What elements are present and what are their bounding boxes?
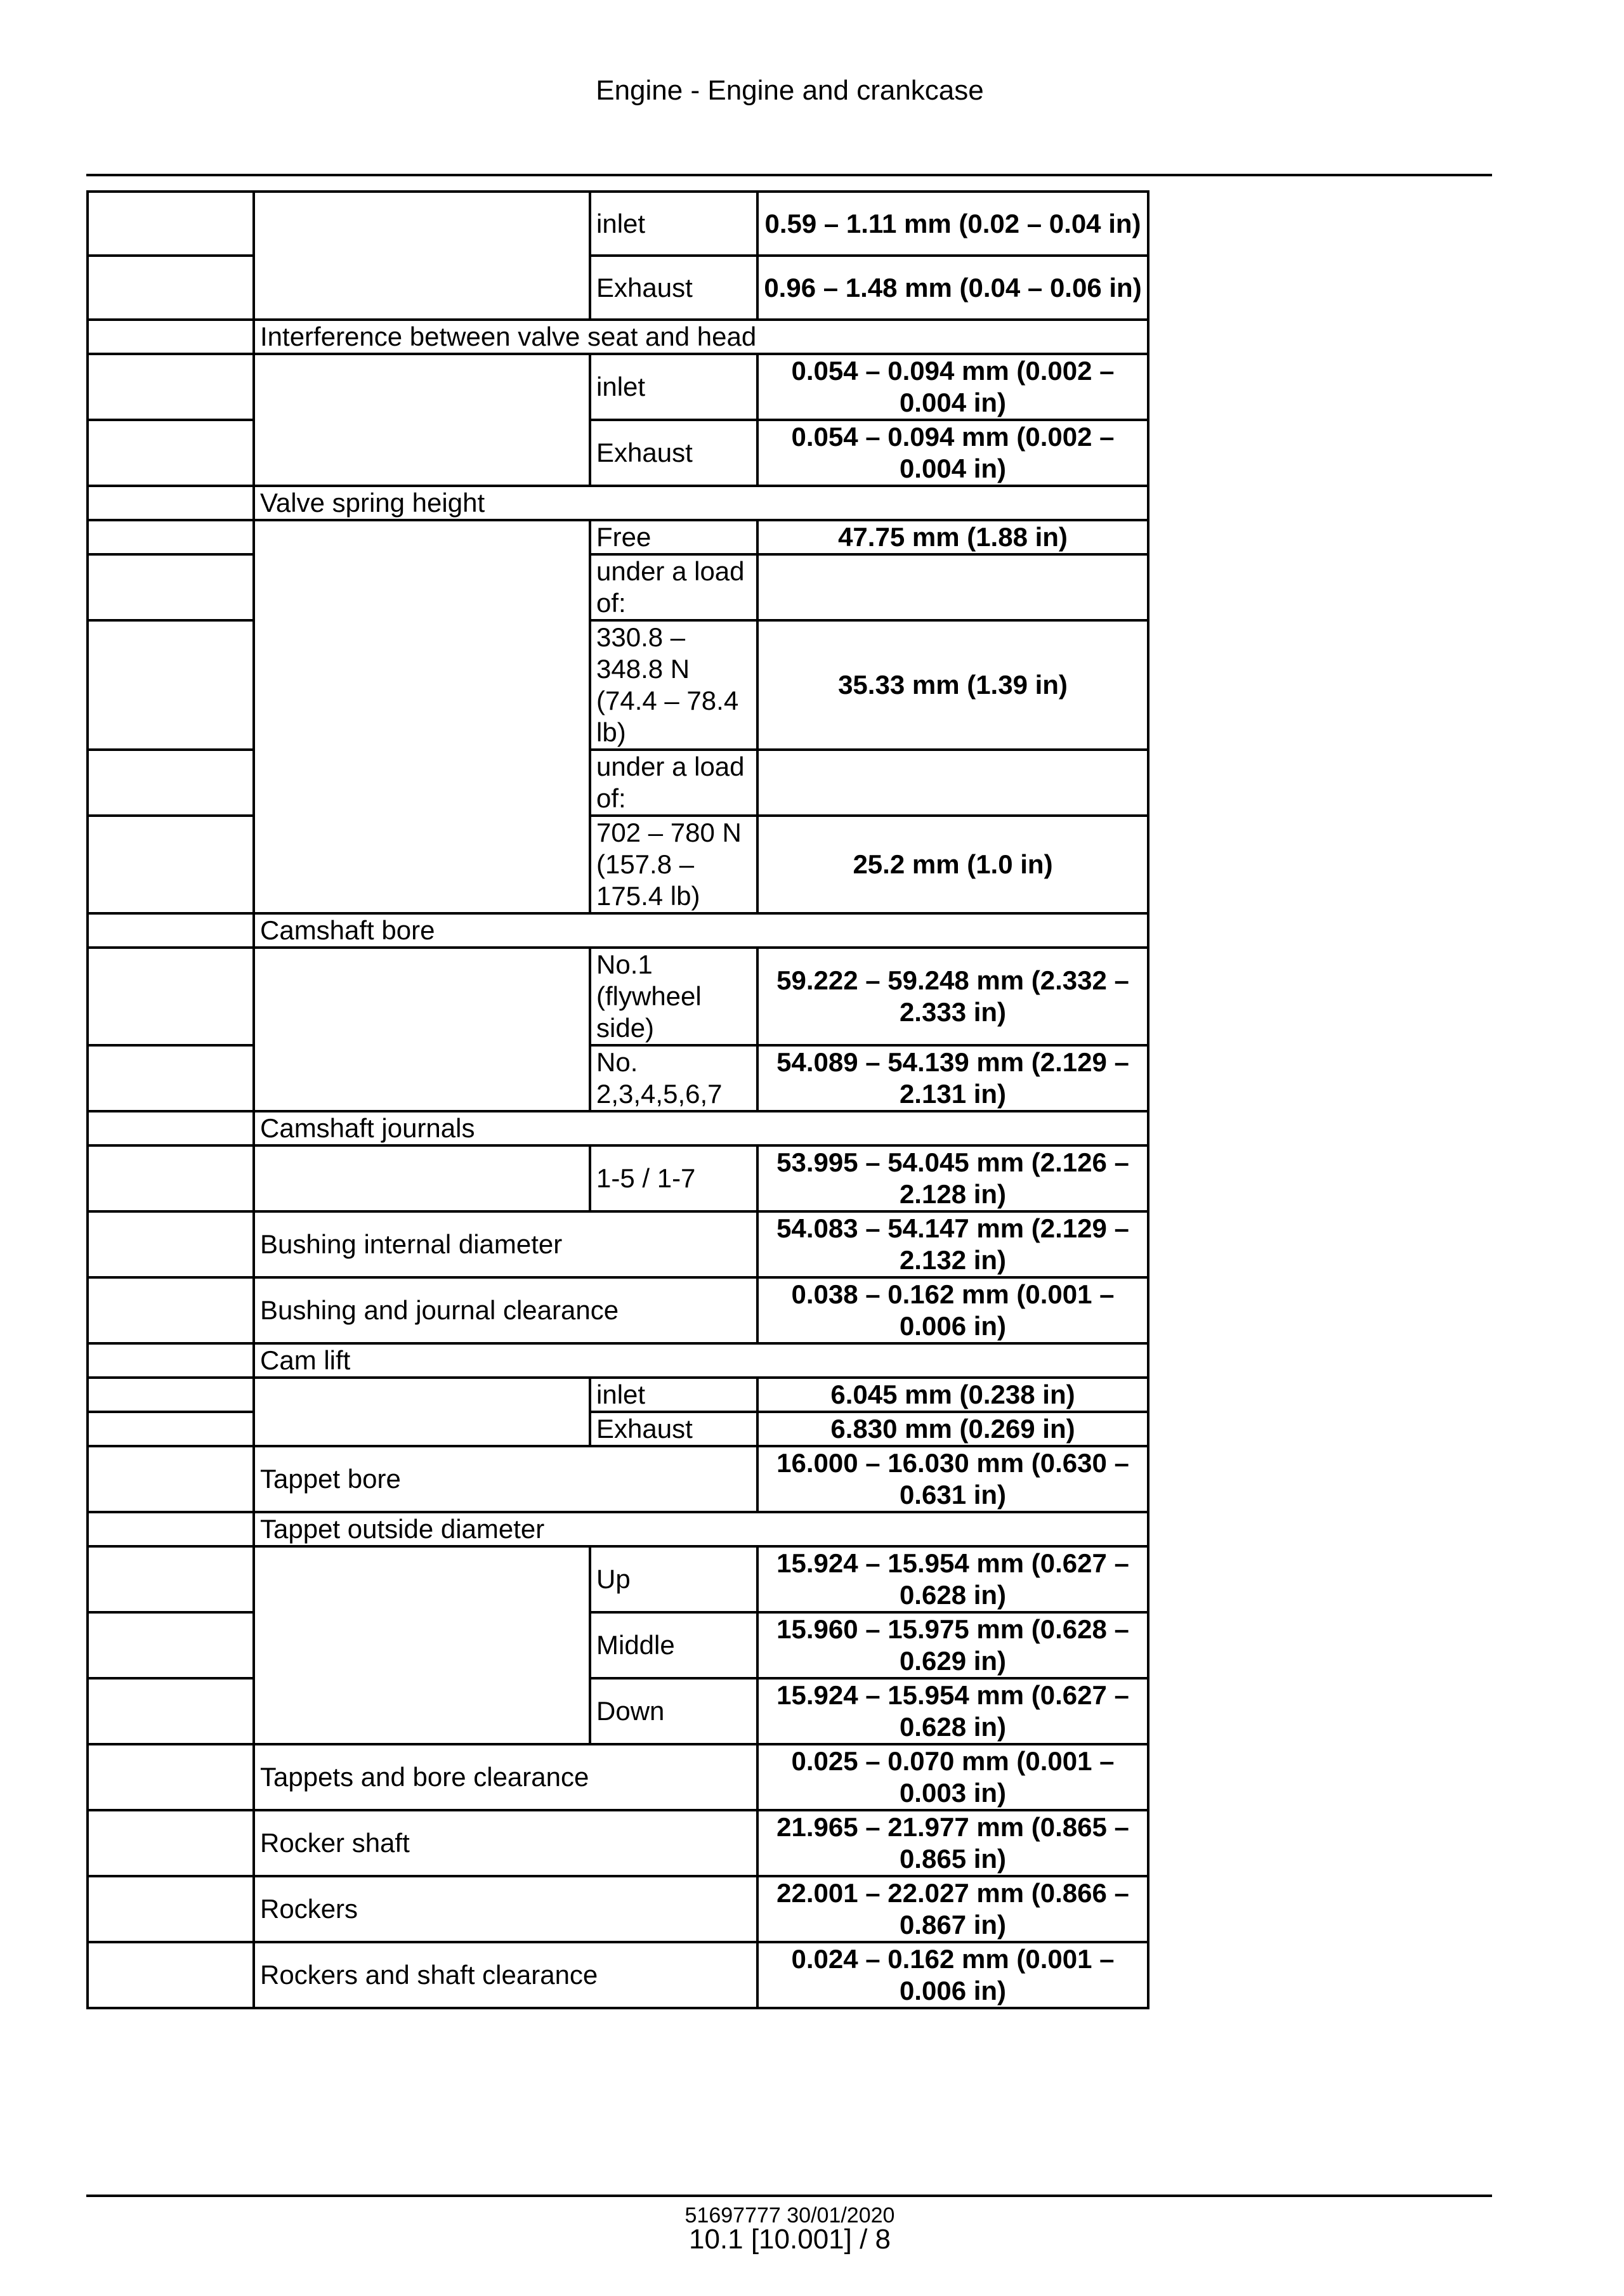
value-cell: 0.054 – 0.094 mm (0.002 – 0.004 in) bbox=[757, 420, 1148, 486]
page-number: 10.1 [10.001] / 8 bbox=[688, 2224, 891, 2255]
value-cell: 0.038 – 0.162 mm (0.001 – 0.006 in) bbox=[757, 1277, 1148, 1343]
empty-cell bbox=[88, 520, 254, 554]
value-cell: 15.960 – 15.975 mm (0.628 – 0.629 in) bbox=[757, 1612, 1148, 1678]
value-cell: 21.965 – 21.977 mm (0.865 – 0.865 in) bbox=[757, 1810, 1148, 1876]
empty-cell bbox=[254, 1378, 590, 1446]
table-row bbox=[88, 1277, 1148, 1343]
value-cell: 54.083 – 54.147 mm (2.129 – 2.132 in) bbox=[757, 1211, 1148, 1277]
empty-value-cell bbox=[757, 750, 1148, 816]
empty-cell bbox=[88, 486, 254, 520]
table-row bbox=[88, 1378, 1148, 1412]
label-cell: Bushing internal diameter bbox=[254, 1211, 757, 1277]
empty-cell bbox=[88, 1446, 254, 1512]
table-row bbox=[88, 1446, 1148, 1512]
value-cell: 15.924 – 15.954 mm (0.627 – 0.628 in) bbox=[757, 1678, 1148, 1744]
empty-cell bbox=[88, 750, 254, 816]
empty-cell bbox=[88, 1211, 254, 1277]
sub-label-cell: 1-5 / 1-7 bbox=[590, 1145, 757, 1211]
table-row bbox=[88, 750, 1148, 816]
table-row bbox=[88, 1111, 1148, 1145]
table-row bbox=[88, 1145, 1148, 1211]
table-row bbox=[88, 486, 1148, 520]
table-row bbox=[88, 192, 1148, 256]
empty-cell bbox=[88, 913, 254, 948]
section-label-cell: Cam lift bbox=[254, 1343, 1148, 1378]
table-row bbox=[88, 420, 1148, 486]
table-row bbox=[88, 913, 1148, 948]
value-cell: 0.59 – 1.11 mm (0.02 – 0.04 in) bbox=[757, 192, 1148, 256]
table-row bbox=[88, 1942, 1148, 2008]
label-cell: Tappet bore bbox=[254, 1446, 757, 1512]
table-row bbox=[88, 554, 1148, 620]
empty-cell bbox=[88, 420, 254, 486]
empty-cell bbox=[254, 1145, 590, 1211]
value-cell: 54.089 – 54.139 mm (2.129 – 2.131 in) bbox=[757, 1045, 1148, 1111]
label-cell: Rockers and shaft clearance bbox=[254, 1942, 757, 2008]
empty-cell bbox=[254, 192, 590, 320]
value-cell: 35.33 mm (1.39 in) bbox=[757, 620, 1148, 750]
empty-cell bbox=[88, 1145, 254, 1211]
table-row bbox=[88, 620, 1148, 750]
section-label-cell: Tappet outside diameter bbox=[254, 1512, 1148, 1546]
sub-label-cell: inlet bbox=[590, 354, 757, 420]
table-row bbox=[88, 520, 1148, 554]
sub-label-cell: 702 – 780 N (157.8 – 175.4 lb) bbox=[590, 816, 757, 913]
sub-label-cell: 330.8 – 348.8 N (74.4 – 78.4 lb) bbox=[590, 620, 757, 750]
value-cell: 15.924 – 15.954 mm (0.627 – 0.628 in) bbox=[757, 1546, 1148, 1612]
table-row bbox=[88, 816, 1148, 913]
value-cell: 22.001 – 22.027 mm (0.866 – 0.867 in) bbox=[757, 1876, 1148, 1942]
table-row bbox=[88, 1744, 1148, 1810]
empty-cell bbox=[88, 1343, 254, 1378]
section-label-cell: Camshaft bore bbox=[254, 913, 1148, 948]
sub-label-cell: Up bbox=[590, 1546, 757, 1612]
empty-cell bbox=[88, 1378, 254, 1412]
sub-label-cell: inlet bbox=[590, 1378, 757, 1412]
sub-label-cell: Middle bbox=[590, 1612, 757, 1678]
empty-cell bbox=[254, 948, 590, 1111]
section-label-cell: Valve spring height bbox=[254, 486, 1148, 520]
value-cell: 0.024 – 0.162 mm (0.001 – 0.006 in) bbox=[757, 1942, 1148, 2008]
empty-cell bbox=[88, 1412, 254, 1446]
empty-cell bbox=[88, 1546, 254, 1612]
label-cell: Tappets and bore clearance bbox=[254, 1744, 757, 1810]
section-label-cell: Interference between valve seat and head bbox=[254, 320, 1148, 354]
empty-cell bbox=[88, 1612, 254, 1678]
value-cell: 53.995 – 54.045 mm (2.126 – 2.128 in) bbox=[757, 1145, 1148, 1211]
empty-cell bbox=[88, 1744, 254, 1810]
empty-cell bbox=[88, 192, 254, 256]
value-cell: 6.830 mm (0.269 in) bbox=[757, 1412, 1148, 1446]
section-label-cell: Camshaft journals bbox=[254, 1111, 1148, 1145]
empty-cell bbox=[254, 520, 590, 913]
value-cell: 16.000 – 16.030 mm (0.630 – 0.631 in) bbox=[757, 1446, 1148, 1512]
empty-cell bbox=[88, 1876, 254, 1942]
header-divider bbox=[86, 174, 1492, 176]
table-row bbox=[88, 256, 1148, 320]
empty-cell bbox=[254, 1546, 590, 1744]
spec-table bbox=[86, 190, 1149, 2009]
empty-cell bbox=[88, 816, 254, 913]
empty-cell bbox=[88, 256, 254, 320]
value-cell: 0.054 – 0.094 mm (0.002 – 0.004 in) bbox=[757, 354, 1148, 420]
sub-label-cell: No. 2,3,4,5,6,7 bbox=[590, 1045, 757, 1111]
empty-cell bbox=[88, 1942, 254, 2008]
empty-cell bbox=[88, 620, 254, 750]
empty-cell bbox=[88, 1277, 254, 1343]
empty-cell bbox=[88, 320, 254, 354]
sub-label-cell: inlet bbox=[590, 192, 757, 256]
table-row bbox=[88, 1412, 1148, 1446]
table-row bbox=[88, 1343, 1148, 1378]
sub-label-cell: Exhaust bbox=[590, 1412, 757, 1446]
value-cell: 47.75 mm (1.88 in) bbox=[757, 520, 1148, 554]
table-row bbox=[88, 1045, 1148, 1111]
empty-cell bbox=[88, 354, 254, 420]
empty-cell bbox=[88, 1111, 254, 1145]
empty-cell bbox=[88, 1045, 254, 1111]
value-cell: 0.025 – 0.070 mm (0.001 – 0.003 in) bbox=[757, 1744, 1148, 1810]
table-row bbox=[88, 1546, 1148, 1612]
sub-label-cell: under a load of: bbox=[590, 750, 757, 816]
empty-cell bbox=[88, 1810, 254, 1876]
empty-cell bbox=[254, 354, 590, 486]
table-row bbox=[88, 1810, 1148, 1876]
value-cell: 59.222 – 59.248 mm (2.332 – 2.333 in) bbox=[757, 948, 1148, 1045]
sub-label-cell: Down bbox=[590, 1678, 757, 1744]
empty-cell bbox=[88, 554, 254, 620]
sub-label-cell: Exhaust bbox=[590, 256, 757, 320]
table-row bbox=[88, 354, 1148, 420]
table-row bbox=[88, 1612, 1148, 1678]
sub-label-cell: Exhaust bbox=[590, 420, 757, 486]
table-row bbox=[88, 1678, 1148, 1744]
table-row bbox=[88, 948, 1148, 1045]
empty-value-cell bbox=[757, 554, 1148, 620]
page-header-title: Engine - Engine and crankcase bbox=[596, 75, 984, 106]
footer-divider bbox=[86, 2195, 1492, 2197]
value-cell: 25.2 mm (1.0 in) bbox=[757, 816, 1148, 913]
sub-label-cell: Free bbox=[590, 520, 757, 554]
empty-cell bbox=[88, 1512, 254, 1546]
sub-label-cell: under a load of: bbox=[590, 554, 757, 620]
table-row bbox=[88, 1512, 1148, 1546]
table-row bbox=[88, 320, 1148, 354]
table-row bbox=[88, 1211, 1148, 1277]
label-cell: Rocker shaft bbox=[254, 1810, 757, 1876]
value-cell: 0.96 – 1.48 mm (0.04 – 0.06 in) bbox=[757, 256, 1148, 320]
label-cell: Bushing and journal clearance bbox=[254, 1277, 757, 1343]
label-cell: Rockers bbox=[254, 1876, 757, 1942]
empty-cell bbox=[88, 948, 254, 1045]
value-cell: 6.045 mm (0.238 in) bbox=[757, 1378, 1148, 1412]
empty-cell bbox=[88, 1678, 254, 1744]
document-id: 51697777 30/01/2020 bbox=[684, 2203, 895, 2228]
sub-label-cell: No.1 (flywheel side) bbox=[590, 948, 757, 1045]
table-row bbox=[88, 1876, 1148, 1942]
